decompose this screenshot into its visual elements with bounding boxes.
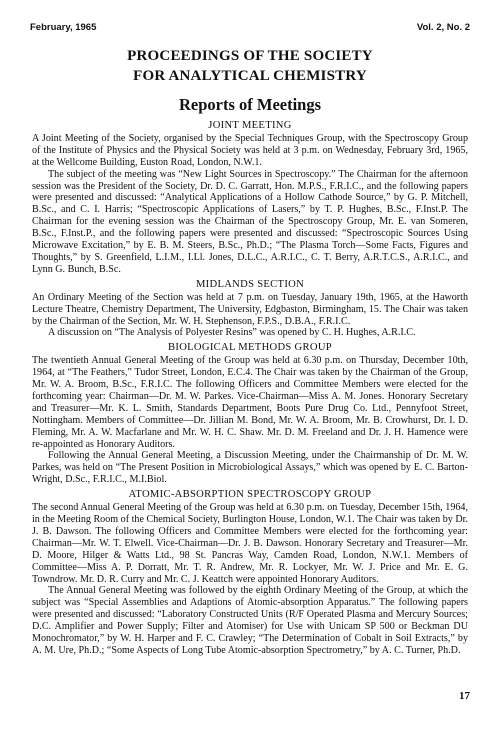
paragraph: The subject of the meeting was “New Light Sources in Spectroscopy.” The Chairman for the afternoon session was the President of the Society, Dr. D. C. Garratt, Hon. M.P.S., F.R.I.C., and the following papers were presented and discussed: “Analytical Applications of a Hollow Cathode Source,” by G. P. Mitchell, B.Sc., and C. I. Harris; “Spectroscopic Applications of Lasers,” by T. P. Hughes, B.Sc., F.Inst.P. The Chairman for the evening session was the Chairman of the Spectroscopy Group, Mr. E. van Someren, B.Sc., F.Inst.P., and the following papers were presented and discussed: “Spectroscopic Sources Using Microwave Excitation,” by E. B. M. Steers, B.Sc., Ph.D.; “The Plasma Torch—Some Facts, Figures and Thoughts,” by S. Greenfield, L.I.M., I.Ll. Jones, D.L.C., A.R.I.C., C. T. Berry, A.R.T.C.S., A.R.I.C., and Lynn G. Bunch, B.Sc. — [32, 168, 468, 275]
section-heading-midlands-section: MIDLANDS SECTION — [195, 278, 305, 290]
paragraph: A Joint Meeting of the Society, organised by the Special Techniques Group, with the Spectroscopy Group of the Institute of Physics and the Physical Society was held at 3 p.m. on Wednesday, February 3rd, 1965, at the Wellcome Building, Euston Road, London, N.W.1. — [32, 132, 468, 168]
volume-number: Vol. 2, No. 2 — [416, 22, 470, 33]
paragraph: The Annual General Meeting was followed by the eighth Ordinary Meeting of the Group, at which the subject was “Special Assemblies and Adaptions of Atomic-absorption Apparatus.” The following papers were presented and discussed: “Laboratory Constructed Units (R/F Operated Plasma and Mercury Sources; D.C. Amplifier and Power Supply; Filter and Atomiser) for Use with Unicam SP 500 or Beckman DU Monochromator,” by W. H. Harper and F. C. Crawley; “The Determination of Cobalt in Soil Extracts,” by A. M. Ure, Ph.D.; “Some Aspects of Long Tube Atomic-absorption Spectrometry,” by A. C. Turner, Ph.D. — [32, 585, 468, 656]
section-heading-biological-methods-group: BIOLOGICAL METHODS GROUP — [168, 342, 332, 354]
page-number: 17 — [459, 690, 470, 702]
paragraph: An Ordinary Meeting of the Section was held at 7 p.m. on Tuesday, January 19th, 1965, at the Haworth Lecture Theatre, Chemistry Department, The University, Edgbaston, Birmingham, 15. The Chair was taken by the Chairman of the Section, Mr. W. H. Stephenson, F.P.S., D.B.A., F.R.I.C. — [32, 291, 468, 327]
journal-title-line-1: PROCEEDINGS OF THE SOCIETY — [127, 48, 373, 64]
issue-date: February, 1965 — [30, 22, 97, 33]
paragraph: The twentieth Annual General Meeting of the Group was held at 6.30 p.m. on Thursday, December 10th, 1964, at “The Feathers,” Tudor Street, London, E.C.4. The Chair was taken by the Chairman of the Group, Mr. W. A. Broom, B.Sc., F.R.I.C. The following Officers and Committee Members were elected for the forthcoming year: Chairman—Dr. M. W. Parkes. Vice-Chairman—Miss A. M. Jones. Honorary Secretary and Treasurer—Mr. K. L. Smith, Standards Department, Boots Pure Drug Co. Ltd., Pennyfoot Street, Nottingham. Members of Committee—Dr. Jillian M. Bond, Mr. W. A. Broom, Mr. B. Crowhurst, Dr. I. D. Fleming, Mr. A. W. Macfarlane and Mr. W. H. C. Shaw. Mr. D. M. Freeland and Dr. J. H. Hamence were re-appointed as Honorary Auditors. — [32, 355, 468, 450]
paragraph: A discussion on “The Analysis of Polyester Resins” was opened by C. H. Hughes, A.R.I.C. — [48, 327, 416, 339]
section-heading-joint-meeting: JOINT MEETING — [208, 120, 292, 131]
section-heading-atomic-absorption-group: ATOMIC-ABSORPTION SPECTROSCOPY GROUP — [128, 489, 372, 501]
page-subtitle: Reports of Meetings — [178, 95, 322, 114]
paragraph: The second Annual General Meeting of the Group was held at 6.30 p.m. on Tuesday, December 15th, 1964, in the Meeting Room of the Chemical Society, Burlington House, London, W.1. The Chair was taken by Dr. J. B. Dawson. The following Officers and Committee Members were elected for the forthcoming year: Chairman—Mr. W. T. Elwell. Vice-Chairman—Dr. J. B. Dawson. Honorary Secretary and Treasurer—Mr. D. Moore, Hilger & Watts Ltd., 98 St. Pancras Way, Camden Road, London, N.W.1. Members of Committee—Miss A. P. Dorratt, Mr. T. R. Andrew, Mr. R. Lockyer, Mr. W. J. Price and Mr. E. G. Towndrow. Mr. D. R. Curry and Mr. C. J. Keattch were appointed Honorary Auditors. — [32, 502, 468, 585]
paragraph: Following the Annual General Meeting, a Discussion Meeting, under the Chairmanship of Dr. M. W. Parkes, was held on “The Present Position in Microbiological Assays,” which was opened by E. C. Barton-Wright, D.Sc., F.R.I.C., M.I.Biol. — [32, 450, 468, 486]
journal-title-line-2: FOR ANALYTICAL CHEMISTRY — [133, 68, 367, 84]
article-body — [32, 120, 468, 657]
